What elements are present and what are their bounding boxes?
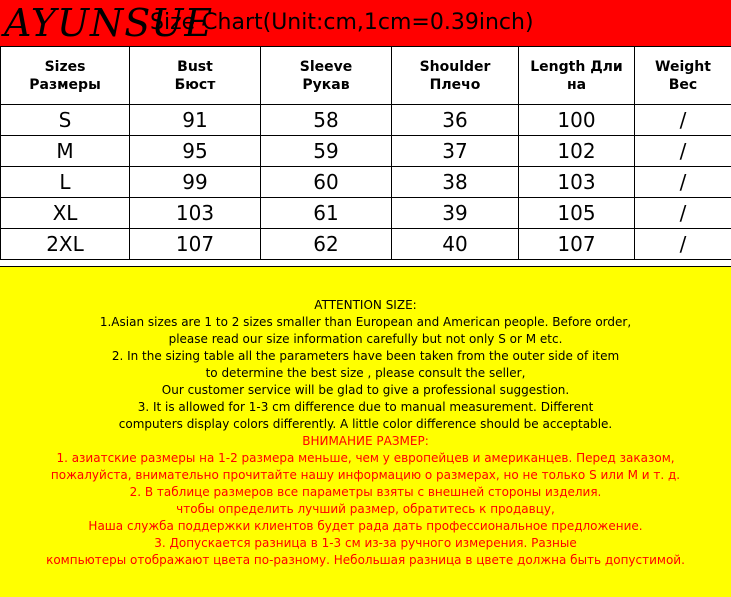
cell-shoulder: 39 [392, 198, 519, 229]
cell-length: 100 [519, 105, 635, 136]
table-row [1, 229, 731, 260]
cell-bust: 107 [130, 229, 261, 260]
column-header-sleeve: Sleeve Рукав [261, 47, 392, 105]
cell-size: L [1, 167, 130, 198]
cell-size: S [1, 105, 130, 136]
note-line: Наша служба поддержки клиентов будет рада дать профессиональное предложение. [88, 519, 643, 533]
cell-shoulder: 37 [392, 136, 519, 167]
size-table [0, 46, 731, 260]
column-header-sizes: Sizes Размеры [1, 47, 130, 105]
table-row [1, 105, 731, 136]
cell-size: XL [1, 198, 130, 229]
cell-length: 103 [519, 167, 635, 198]
note-line: to determine the best size , please consult the seller, [205, 366, 526, 380]
cell-weight: / [635, 229, 731, 260]
note-line: 1.Asian sizes are 1 to 2 sizes smaller than European and American people. Before order, [99, 315, 632, 329]
cell-shoulder: 40 [392, 229, 519, 260]
brand-logo: AYUNSUE [4, 1, 214, 45]
note-line: computers display colors differently. A little color difference should be acceptable. [118, 417, 613, 431]
cell-length: 102 [519, 136, 635, 167]
note-line: 3. Допускается разница в 1-3 см из-за ручного измерения. Разные [154, 536, 577, 550]
cell-sleeve: 62 [261, 229, 392, 260]
cell-bust: 99 [130, 167, 261, 198]
column-header-weight: Weight Вес [635, 47, 731, 105]
cell-weight: / [635, 167, 731, 198]
note-line: пожалуйста, внимательно прочитайте нашу информацию о размерах, но не только S или M и т. д. [50, 468, 681, 482]
table-header-row [1, 47, 731, 105]
notes-text-block [0, 297, 731, 569]
note-line: please read our size information carefully but not only S or M etc. [168, 332, 563, 346]
cell-weight: / [635, 105, 731, 136]
note-line: 1. азиатские размеры на 1-2 размера меньше, чем у европейцев и американцев. Перед заказом, [56, 451, 675, 465]
table-row [1, 136, 731, 167]
note-line: ВНИМАНИЕ РАЗМЕР: [302, 434, 429, 448]
cell-weight: / [635, 136, 731, 167]
cell-sleeve: 59 [261, 136, 392, 167]
cell-shoulder: 38 [392, 167, 519, 198]
header-banner [0, 0, 731, 46]
note-line: 2. In the sizing table all the parameters have been taken from the outer side of item [111, 349, 620, 363]
chart-title: Size Chart(Unit:cm,1cm=0.39inch) [150, 10, 534, 35]
note-line: 2. В таблице размеров все параметры взяты с внешней стороны изделия. [129, 485, 602, 499]
cell-bust: 95 [130, 136, 261, 167]
cell-sleeve: 58 [261, 105, 392, 136]
note-line: ATTENTION SIZE: [314, 298, 417, 312]
cell-length: 105 [519, 198, 635, 229]
note-line: чтобы определить лучший размер, обратитесь к продавцу, [176, 502, 555, 516]
note-line: Our customer service will be glad to give a professional suggestion. [161, 383, 570, 397]
cell-shoulder: 36 [392, 105, 519, 136]
cell-size: 2XL [1, 229, 130, 260]
attention-notes-panel [0, 266, 731, 597]
cell-length: 107 [519, 229, 635, 260]
column-header-bust: Bust Бюст [130, 47, 261, 105]
cell-size: M [1, 136, 130, 167]
note-line: 3. It is allowed for 1-3 cm difference due to manual measurement. Different [137, 400, 594, 414]
cell-sleeve: 60 [261, 167, 392, 198]
cell-bust: 103 [130, 198, 261, 229]
note-line: компьютеры отображают цвета по-разному. Небольшая разница в цвете должна быть допустимой. [46, 553, 685, 567]
cell-bust: 91 [130, 105, 261, 136]
table-row [1, 167, 731, 198]
column-header-length: Length Дли на [519, 47, 635, 105]
cell-weight: / [635, 198, 731, 229]
cell-sleeve: 61 [261, 198, 392, 229]
column-header-shoulder: Shoulder Плечо [392, 47, 519, 105]
table-row [1, 198, 731, 229]
